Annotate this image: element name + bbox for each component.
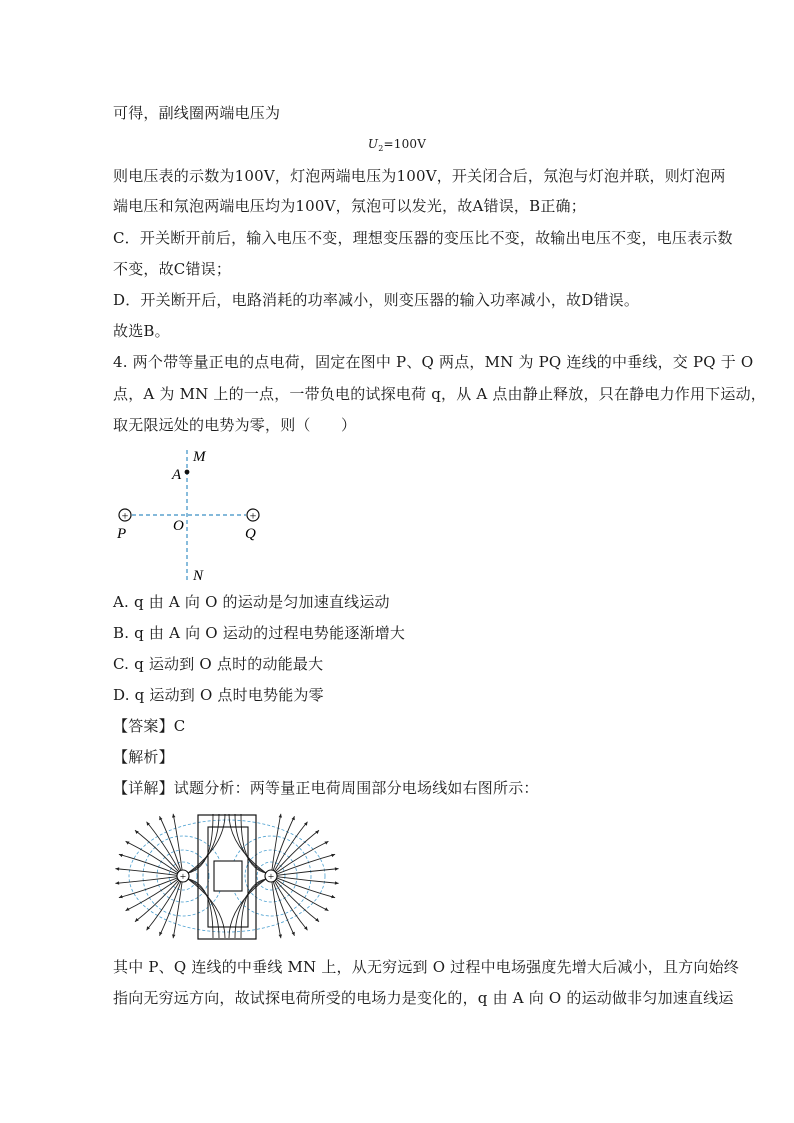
detail-label: 【详解】试题分析：两等量正电荷周围部分电场线如右图所示：	[113, 779, 539, 797]
field-charge-left	[177, 870, 189, 883]
question-4-stem: 点，A 为 MN 上的一点，一带负电的试探电荷 q，从 A 点由静止释放，只在静电力作用下运动，	[113, 385, 766, 403]
field-line	[276, 841, 328, 873]
text-line: 端电压和氖泡两端电压均为100V，氖泡可以发光，故A错误，B正确；	[113, 197, 586, 215]
svg-text:+: +	[121, 508, 129, 523]
field-line	[276, 879, 328, 911]
field-line-arrow	[135, 830, 139, 834]
svg-text:+: +	[179, 871, 187, 883]
field-line	[147, 822, 180, 871]
field-line-arrow	[315, 918, 319, 922]
field-line-arrow	[331, 854, 335, 857]
field-charge-right	[265, 870, 277, 883]
text-line: 不变，故C错误；	[113, 260, 232, 278]
field-line-arrow	[315, 830, 319, 834]
text-line: 可得，副线圈两端电压为	[113, 104, 281, 122]
field-line-arrow	[331, 895, 335, 898]
option-b: B. q 由 A 向 O 运动的过程电势能逐渐增大	[113, 624, 406, 642]
label-a: A	[172, 467, 182, 483]
svg-text:+: +	[267, 871, 275, 883]
central-square	[214, 861, 242, 891]
field-line	[126, 841, 178, 873]
text-line: 指向无穷远方向，故试探电荷所受的电场力是变化的，q 由 A 向 O 的运动做非匀加速直线运	[113, 989, 734, 1007]
charge-p	[119, 509, 131, 523]
field-line	[274, 881, 307, 930]
formula-value: =100V	[383, 137, 427, 151]
svg-text:+: +	[249, 508, 257, 523]
option-a: A. q 由 A 向 O 的运动是匀加速直线运动	[113, 593, 390, 611]
field-line-diagram	[113, 805, 343, 947]
analysis-label: 【解析】	[113, 748, 174, 766]
text-line: C．开关断开前后，输入电压不变，理想变压器的变压比不变，故输出电压不变，电压表示数	[113, 229, 733, 247]
question-4-stem: 取无限远处的电势为零，则（ ）	[113, 416, 357, 434]
text-line: 其中 P、Q 连线的中垂线 MN 上，从无穷远到 O 过程中电场强度先增大后减小，且方向始终	[113, 958, 739, 976]
charge-diagram	[105, 440, 285, 590]
charge-q	[247, 509, 259, 523]
formula-variable: U	[367, 137, 379, 151]
formula-subscript: 2	[378, 144, 384, 153]
field-line-arrow	[135, 918, 139, 922]
field-line	[115, 869, 177, 876]
point-a-dot	[185, 470, 190, 475]
label-m: M	[193, 449, 206, 465]
text-line: 则电压表的示数为100V，灯泡两端电压为100V，开关闭合后，氖泡与灯泡并联，则灯泡两	[113, 167, 726, 185]
field-line	[126, 879, 178, 911]
text-line: D．开关断开后，电路消耗的功率减小，则变压器的输入功率减小，故D错误。	[113, 291, 640, 309]
formula-u2	[0, 134, 794, 159]
label-p: P	[117, 526, 127, 542]
text-line: 故选B。	[113, 322, 170, 340]
question-4-stem: 4. 两个带等量正电的点电荷，固定在图中 P、Q 两点，MN 为 PQ 连线的中垂线，交 PQ 于 O	[113, 353, 754, 371]
field-line-arrow	[119, 895, 123, 898]
label-o: O	[173, 518, 184, 534]
field-line	[115, 877, 177, 884]
field-line	[147, 881, 180, 930]
field-line	[277, 869, 339, 876]
option-d: D. q 运动到 O 点时电势能为零	[113, 686, 324, 704]
label-q: Q	[245, 526, 256, 542]
field-line-arrow	[119, 854, 123, 857]
field-line	[277, 878, 335, 898]
option-c: C. q 运动到 O 点时的动能最大	[113, 655, 324, 673]
field-line	[274, 822, 307, 871]
field-line	[277, 877, 339, 884]
answer-label: 【答案】C	[113, 717, 186, 735]
label-n: N	[193, 568, 204, 584]
